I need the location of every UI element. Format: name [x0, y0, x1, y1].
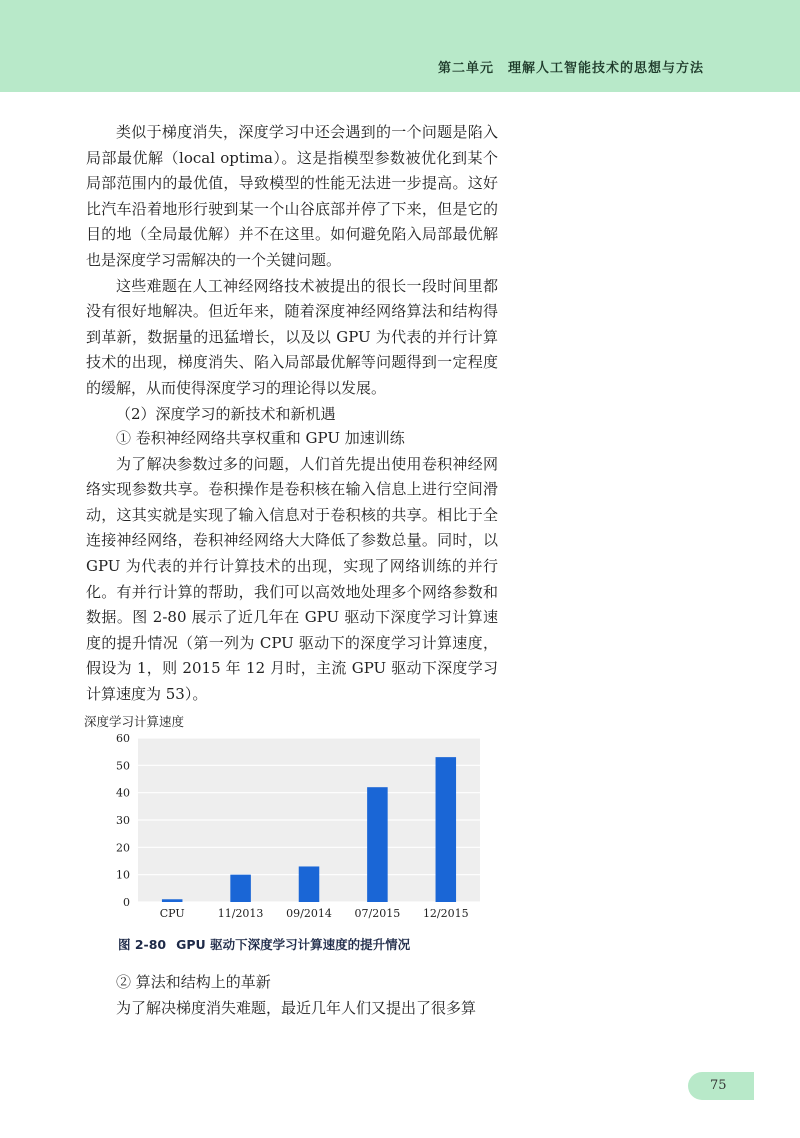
chapter-title: 第二单元 理解人工智能技术的思想与方法 — [437, 61, 704, 76]
chart-svg — [84, 732, 484, 932]
y-tick-label: 10 — [116, 868, 130, 882]
x-tick-label: 11/2013 — [217, 907, 264, 920]
subsection-heading-cnn: ① 卷积神经网络共享权重和 GPU 加速训练 — [116, 429, 405, 447]
bar — [230, 875, 251, 902]
bar — [367, 787, 388, 902]
paragraph-cnn-gpu: 为了解决参数过多的问题，人们首先提出使用卷积神经网络实现参数共享。卷积操作是卷积核在输入信息上进行空间滑动，这其实就是实现了输入信息对于卷积核的共享。相比于全连接神经网络，卷积神经网络大大降低了参数总量。同时，以 GPU 为代表的并行计算技术的出现，实现了网络训练的并行化。有并行计算的帮助，我们可以高效地处理多个网络参数和数据。图 2-80 展示了近几年在 GPU 驱动下深度学习计算速度的提升情况（第一列为 CPU 驱动下的深度学习计算速度，假设为 1，则 2015 年 12 月时，主流 GPU 驱动下深度学习计算速度为 53）。 — [86, 454, 498, 703]
y-tick-label: 20 — [116, 841, 130, 855]
figure-number: 图 2-80 — [118, 937, 167, 952]
body-text-middle — [86, 426, 498, 708]
bar — [436, 757, 457, 902]
figure-caption-text: GPU 驱动下深度学习计算速度的提升情况 — [176, 937, 411, 952]
paragraph-difficulties: 这些难题在人工神经网络技术被提出的很长一段时间里都没有很好地解决。但近年来，随着深度神经网络算法和结构得到革新，数据量的迅猛增长，以及以 GPU 为代表的并行计算技术的出现，梯度消失、陷入局部最优解等问题得到一定程度的缓解，从而使得深度学习的理论得以发展。 — [86, 276, 498, 397]
y-tick-label: 0 — [123, 896, 130, 909]
section-heading: （2）深度学习的新技术和新机遇 — [116, 404, 336, 423]
bar — [162, 899, 183, 902]
y-tick-label: 40 — [116, 786, 130, 800]
body-text-bottom — [86, 970, 498, 1021]
x-tick-label: 09/2014 — [286, 907, 332, 920]
body-text-top — [86, 120, 498, 427]
figure-caption — [118, 935, 420, 953]
y-tick-label: 30 — [116, 814, 130, 827]
paragraph-gradient-vanishing: 为了解决梯度消失难题，最近几年人们又提出了很多算 — [116, 998, 477, 1017]
page-number: 75 — [710, 1078, 727, 1093]
header-band — [0, 0, 800, 92]
y-tick-label: 60 — [116, 732, 130, 745]
subsection-heading-algorithms: ② 算法和结构上的革新 — [116, 973, 271, 991]
paragraph-local-optima: 类似于梯度消失，深度学习中还会遇到的一个问题是陷入局部最优解（local optima）。这是指模型参数被优化到某个局部范围内的最优值，导致模型的性能无法进一步提高。这好比汽车沿着地形行驶到某一个山谷底部并停了下来，但是它的目的地（全局最优解）并不在这里。如何避免陷入局部最优解也是深度学习需解决的一个关键问题。 — [86, 123, 498, 269]
speed-bar-chart — [84, 712, 484, 932]
y-tick-label: 50 — [116, 759, 130, 773]
x-tick-label: 07/2015 — [354, 907, 401, 920]
x-tick-label: CPU — [159, 907, 185, 920]
chart-y-axis-label: 深度学习计算速度 — [84, 714, 185, 729]
x-tick-label: 12/2015 — [422, 907, 469, 920]
bar — [299, 866, 320, 902]
